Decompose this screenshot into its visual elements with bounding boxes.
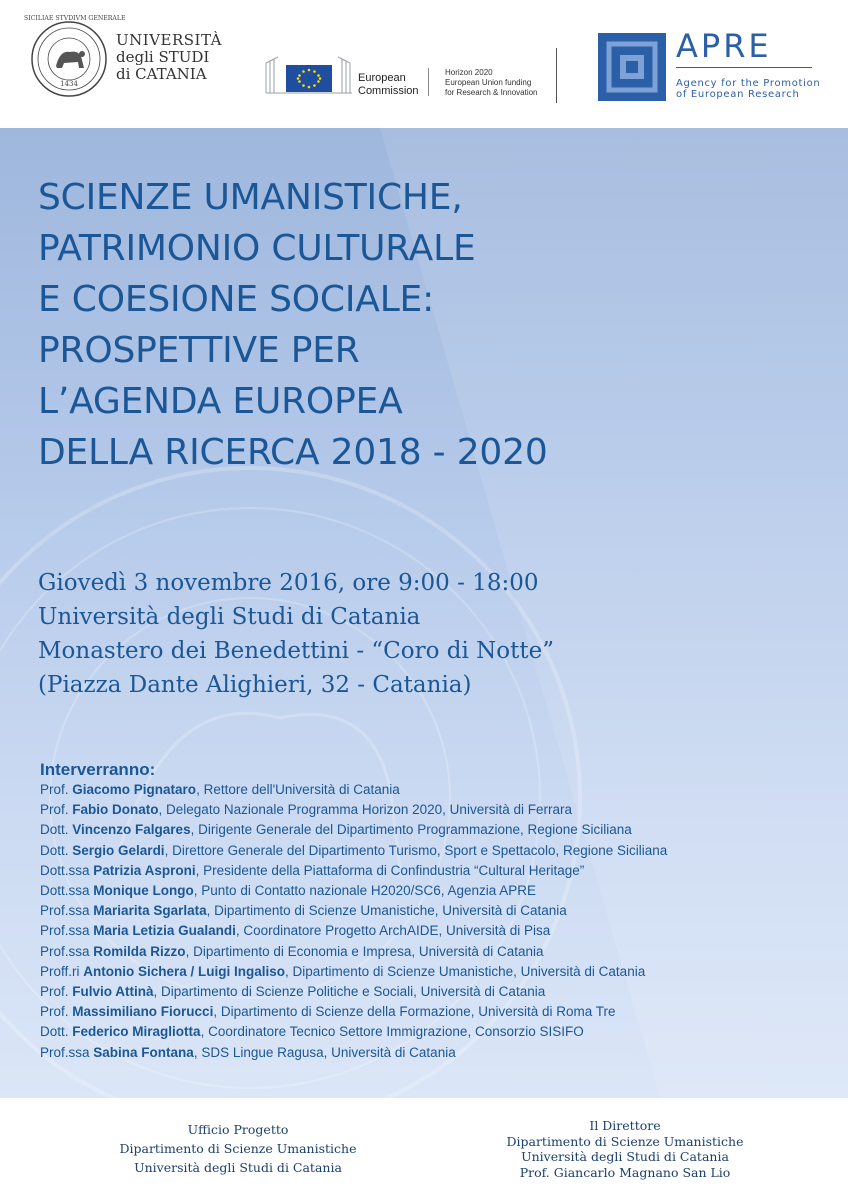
seal-text: SICILIAE STVDIVM GENERALE [24, 15, 126, 22]
university-name [116, 32, 222, 83]
speaker-title: Prof. [40, 782, 69, 797]
speaker-name: Sergio Gelardi [72, 842, 165, 858]
footer-left-line: Dipartimento di Scienze Umanistiche [119, 1141, 357, 1156]
speaker-title: Dott. [40, 822, 69, 838]
title-line: DELLA RICERCA 2018 - 2020 [38, 432, 548, 473]
speaker-title: Dott. [40, 842, 69, 858]
speaker-row [40, 942, 667, 962]
speaker-name: Antonio Sichera / Luigi Ingaliso [83, 963, 286, 979]
footer-right-line: Università degli Studi di Catania [521, 1149, 729, 1164]
speaker-title: Prof. [40, 984, 69, 1000]
speakers-section [40, 760, 667, 1063]
footer-director [494, 1118, 756, 1180]
speaker-name: Massimiliano Fiorucci [72, 1004, 214, 1020]
speaker-title: Proff.ri [40, 963, 80, 979]
main-panel [0, 128, 848, 1098]
speaker-role: , Coordinatore Progetto ArchAIDE, Università di Pisa [235, 923, 551, 939]
ec-line2: Commission [358, 85, 419, 97]
speaker-role: , Dipartimento di Economia e Impresa, Università di Catania [185, 943, 544, 959]
speaker-title: Prof.ssa [40, 903, 90, 919]
divider [556, 48, 557, 103]
speaker-row [40, 982, 667, 1002]
footer-right-line: Il Direttore [589, 1118, 661, 1133]
speaker-role: , Dipartimento di Scienze Umanistiche, Università di Catania [285, 963, 646, 979]
title-line: PROSPETTIVE PER [38, 330, 360, 371]
h2020-line3: for Research & Innovation [445, 88, 538, 97]
footer-right-line: Prof. Giancarlo Magnano San Lio [519, 1164, 731, 1180]
horizon-2020-label [445, 68, 538, 98]
h2020-line2: European Union funding [445, 78, 532, 87]
title-line: PATRIMONIO CULTURALE [38, 228, 476, 269]
apre-subtitle-line2: of European Research [676, 89, 800, 100]
speaker-row [40, 1043, 667, 1063]
speaker-row [40, 841, 667, 861]
speaker-title: Prof. [40, 1004, 69, 1020]
speaker-role: , Dipartimento di Scienze Umanistiche, Università di Catania [206, 903, 567, 919]
speaker-row [40, 820, 667, 840]
speakers-list [40, 780, 667, 1063]
seal-year: 1434 [60, 80, 78, 88]
speaker-name: Romilda Rizzo [93, 943, 186, 959]
h2020-line1: Horizon 2020 [445, 68, 493, 77]
speaker-role: , Dipartimento di Scienze della Formazione, Università di Roma Tre [213, 1004, 616, 1020]
speaker-name: Fulvio Attinà [72, 984, 154, 1000]
title-line: L’AGENDA EUROPEA [38, 381, 403, 422]
university-name-line1: UNIVERSITÀ [116, 31, 222, 49]
speaker-role: , Presidente della Piattaforma di Confindustria “Cultural Heritage” [195, 862, 585, 878]
speaker-title: Prof.ssa [40, 923, 90, 939]
divider [676, 67, 812, 68]
speaker-title: Dott. [40, 1024, 69, 1040]
speaker-name: Maria Letizia Gualandi [93, 923, 236, 939]
speaker-row [40, 1002, 667, 1022]
event-venue: Università degli Studi di Catania [38, 604, 421, 630]
speaker-title: Dott.ssa [40, 883, 90, 899]
apre-subtitle-line1: Agency for the Promotion [676, 78, 821, 89]
title-line: SCIENZE UMANISTICHE, [38, 177, 463, 218]
footer-right-line: Dipartimento di Scienze Umanistiche [506, 1133, 744, 1149]
speaker-role: , Dirigente Generale del Dipartimento Programmazione, Regione Siciliana [190, 822, 632, 838]
event-info [38, 566, 554, 702]
poster-title [38, 172, 548, 478]
speaker-name: Federico Miragliotta [72, 1024, 201, 1040]
speaker-title: Prof. [40, 802, 69, 818]
speaker-role: , SDS Lingue Ragusa, Università di Catania [193, 1044, 456, 1060]
university-name-line2: degli STUDI [116, 48, 210, 66]
speaker-row [40, 921, 667, 941]
university-seal-icon [24, 15, 126, 98]
speaker-title: Prof.ssa [40, 1044, 90, 1060]
speaker-role: , Punto di Contatto nazionale H2020/SC6, Agenzia APRE [193, 883, 537, 899]
eu-flag-icon [264, 53, 354, 95]
university-name-line3: di CATANIA [116, 65, 207, 83]
speaker-name: Patrizia Asproni [93, 862, 196, 878]
speaker-name: Mariarita Sgarlata [93, 903, 207, 919]
speaker-row [40, 780, 667, 800]
speaker-title: Prof.ssa [40, 943, 90, 959]
speaker-row [40, 962, 667, 982]
speaker-row [40, 881, 667, 901]
speaker-row [40, 901, 667, 921]
apre-name: APRE [676, 27, 772, 65]
apre-logo-icon [598, 33, 666, 101]
speaker-title: Dott.ssa [40, 862, 90, 878]
footer-office [108, 1120, 368, 1177]
speaker-row [40, 1022, 667, 1042]
speaker-row [40, 800, 667, 820]
speaker-role: , Dipartimento di Scienze Politiche e Sociali, Università di Catania [153, 984, 546, 1000]
footer [0, 1098, 848, 1200]
speaker-name: Giacomo Pignataro [72, 782, 197, 797]
speaker-name: Monique Longo [93, 883, 194, 899]
footer-left-line: Ufficio Progetto [187, 1122, 289, 1137]
speaker-name: Sabina Fontana [93, 1044, 194, 1060]
apre-subtitle [676, 78, 820, 100]
speaker-role: , Direttore Generale del Dipartimento Turismo, Sport e Spettacolo, Regione Siciliana [164, 842, 668, 858]
speakers-heading: Interverranno: [40, 760, 156, 779]
speaker-name: Vincenzo Falgares [72, 822, 191, 838]
speaker-role: , Delegato Nazionale Programma Horizon 2020, Università di Ferrara [158, 802, 572, 818]
header [0, 0, 848, 128]
event-address: (Piazza Dante Alighieri, 32 - Catania) [38, 672, 472, 698]
divider [428, 68, 429, 96]
title-line: E COESIONE SOCIALE: [38, 279, 435, 320]
european-commission-label [358, 72, 419, 98]
speaker-name: Fabio Donato [72, 802, 159, 818]
speaker-role: , Coordinatore Tecnico Settore Immigrazione, Consorzio SISIFO [200, 1024, 584, 1040]
ec-line1: European [358, 72, 406, 84]
event-room: Monastero dei Benedettini - “Coro di Notte” [38, 638, 554, 664]
footer-left-line: Università degli Studi di Catania [134, 1160, 342, 1175]
speaker-role: , Rettore dell'Università di Catania [196, 782, 400, 797]
speaker-row [40, 861, 667, 881]
event-date: Giovedì 3 novembre 2016, ore 9:00 - 18:00 [38, 570, 539, 596]
